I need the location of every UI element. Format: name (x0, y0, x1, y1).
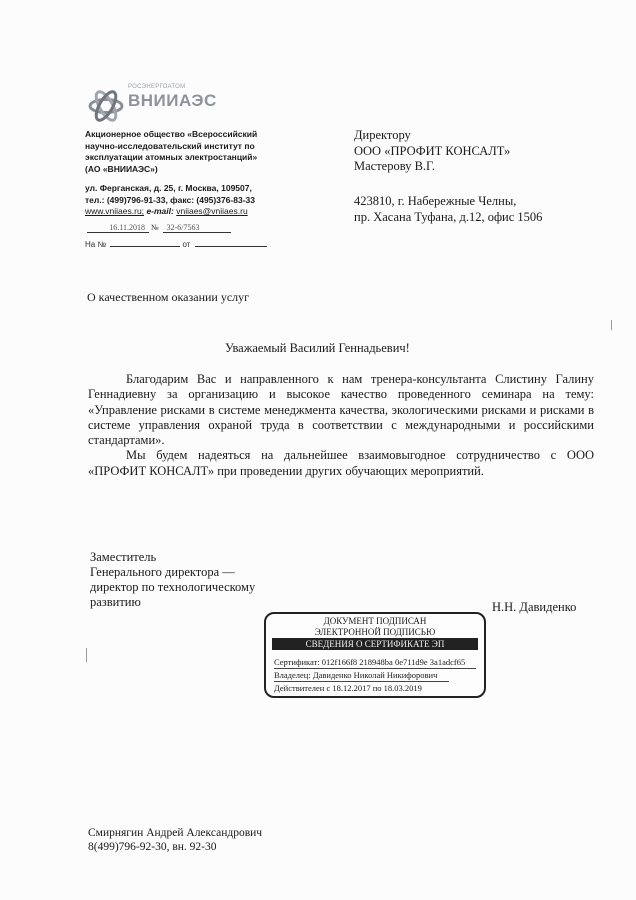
letter-subject: О качественном оказании услуг (87, 290, 250, 304)
vniiaes-logo (82, 84, 282, 128)
recipient-company: ООО «ПРОФИТ КОНСАЛТ» (354, 143, 511, 158)
outgoing-date: 16.11.2018 (87, 223, 149, 233)
phone-fax-line: тел.: (499)796-91-33, факс: (495)376-83-33 (85, 194, 255, 205)
scan-mark (611, 320, 612, 330)
from-label: от (182, 240, 191, 249)
outgoing-registration (85, 223, 231, 233)
address-line: ул. Ферганская, д. 25, г. Москва, 109507, (85, 183, 252, 193)
email-label: e-mail: (146, 206, 174, 216)
org-line: Акционерное общество «Всероссийский (85, 129, 258, 139)
scan-mark (86, 648, 87, 662)
salutation: Уважаемый Василий Геннадьевич! (225, 341, 410, 355)
body-paragraph: Мы будем надеяться на дальнейшее взаимовыгодное сотрудничество с ООО «ПРОФИТ КОНСАЛТ» при проведении других обучающих мероприятий. (88, 448, 594, 478)
stamp-title: ДОКУМЕНТ ПОДПИСАН (323, 616, 427, 626)
incoming-reference (85, 240, 267, 249)
stamp-divider (274, 681, 449, 682)
stamp-title: ЭЛЕКТРОННОЙ ПОДПИСЬЮ (314, 627, 436, 637)
stamp-divider (274, 668, 476, 669)
atom-logo-icon (86, 84, 126, 126)
logo-corp-text: РОСЭНЕРГОАТОМ (128, 84, 186, 90)
stamp-owner: Владелец: Давиденко Николай Никифорович (274, 670, 438, 680)
web-email-line (85, 206, 275, 218)
org-line: (АО «ВНИИАЭС») (85, 163, 158, 174)
email-link[interactable]: vniiaes@vniiaes.ru (176, 206, 248, 216)
recipient-name: Мастерову В.Г. (354, 159, 435, 173)
stamp-certificate: Сертификат: 012f166f8 218948ba 0e711d9e 3a1adcf65 (274, 657, 466, 667)
signer-name: Н.Н. Давиденко (492, 600, 577, 614)
org-line: научно-исследовательский институт по (85, 140, 255, 151)
website-link[interactable]: www.vniiaes.ru; (85, 206, 145, 216)
organization-address (85, 183, 275, 218)
signer-position (90, 550, 255, 610)
stamp-validity: Действителен с 18.12.2017 по 18.03.2019 (274, 683, 422, 693)
body-paragraph: Благодарим Вас и направленного к нам тренера-консультанта Слистину Галину Геннадиевну за организацию и высокое качество проведенного семинара на тему: «Управление рисками в системе менеджмента качества, экологическими рисками и рисками в системе управления охраной труда в соответствии с международными и российскими стандартами». (88, 372, 594, 448)
executor-phone: 8(499)796-92-30, вн. 92-30 (88, 841, 217, 853)
stamp-header: СВЕДЕНИЯ О СЕРТИФИКАТЕ ЭП (272, 638, 478, 650)
on-number-blank (110, 246, 180, 247)
organization-block (85, 129, 275, 175)
recipient-address (354, 193, 542, 225)
org-line: эксплуатации атомных электростанций» (85, 152, 258, 162)
on-number-label: На № (85, 240, 107, 249)
signer-line: Заместитель (90, 550, 157, 564)
letter-body (88, 372, 594, 479)
signer-line: развитию (90, 595, 141, 609)
executor-name: Смирнягин Андрей Александрович (88, 827, 263, 839)
recipient-address-line: 423810, г. Набережные Челны, (354, 194, 517, 208)
from-date-blank (195, 246, 267, 247)
signer-line: Генерального директора — (90, 565, 235, 579)
recipient-position: Директору (354, 128, 411, 142)
recipient-address-line: пр. Хасана Туфана, д.12, офис 1506 (354, 210, 543, 224)
logo-name: ВНИИАЭС (128, 91, 217, 110)
signer-line: директор по технологическому (90, 580, 256, 594)
recipient-block (354, 128, 510, 175)
outgoing-number: 32-6/7563 (163, 223, 231, 233)
number-label: № (151, 223, 159, 232)
electronic-signature-stamp (264, 612, 486, 698)
